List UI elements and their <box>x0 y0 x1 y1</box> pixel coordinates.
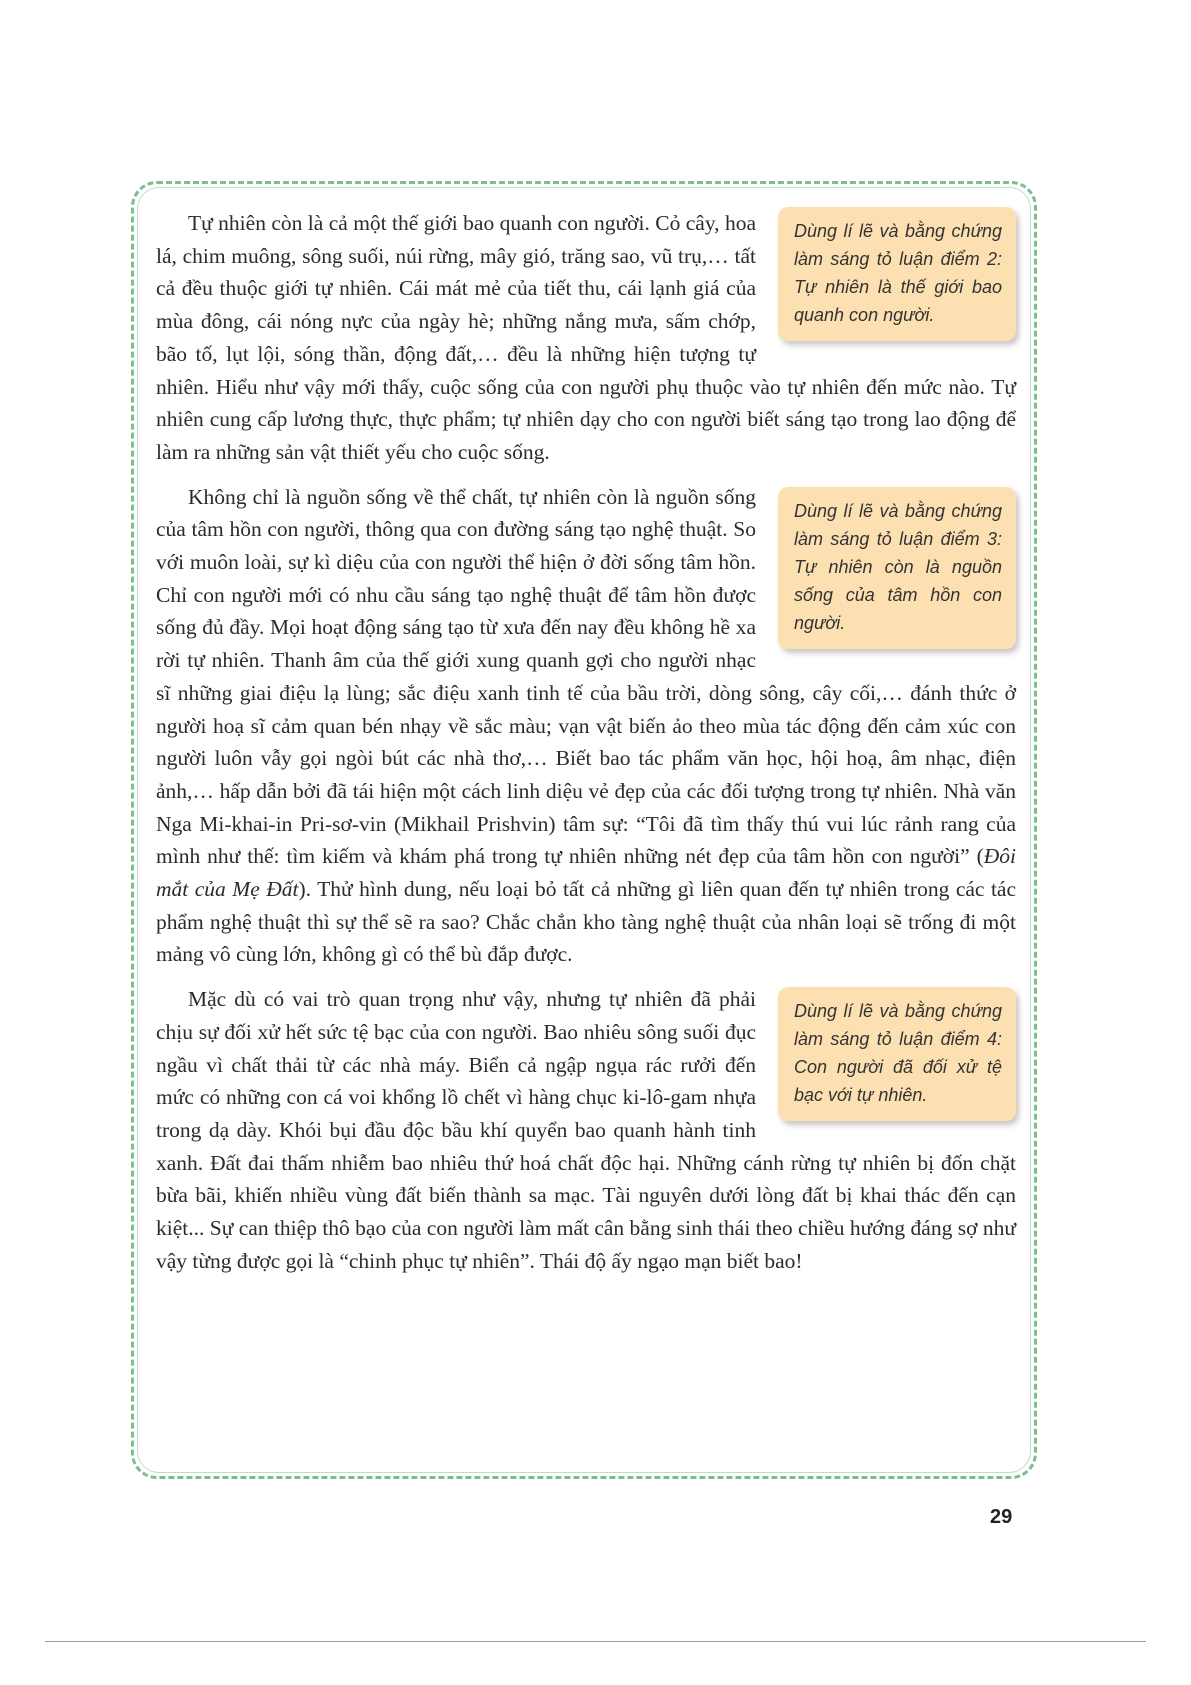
section-argument-4 <box>156 983 1016 1277</box>
paragraph-nature-world: Tự nhiên còn là cả một thế giới bao quanh con người. Cỏ cây, hoa lá, chim muông, sông suối, núi rừng, mây gió, trăng sao, vũ trụ,… tất cả đều thuộc giới tự nhiên. Cái mát mẻ của tiết thu, cái lạnh giá của mùa đông, cái nóng nực của ngày hè; những nắng mưa, sấm chớp, bão tố, lụt lội, sóng thần, động đất,… đều là những hiện tượng tự nhiên. Hiểu như vậy mới thấy, cuộc sống của con người phụ thuộc vào tự nhiên đến mức nào. Tự nhiên cung cấp lương thực, thực phẩm; tự nhiên dạy cho con người biết sáng tạo trong lao động để làm ra những sản vật thiết yếu cho cuộc sống. <box>156 211 1016 464</box>
book-citation: Đôi mắt của Mẹ Đất <box>156 844 1016 902</box>
paragraph-text-after-citation: ). Thử hình dung, nếu loại bỏ tất cả những gì liên quan đến tự nhiên trong các tác phẩm nghệ thuật thì sự thể sẽ ra sao? Chắc chắn kho tàng nghệ thuật của nhân loại sẽ trống đi một mảng vô cùng lớn, không gì có thể bù đắp được. <box>156 877 1016 967</box>
margin-note-argument-3: Dùng lí lẽ và bằng chứng làm sáng tỏ luận điểm 3: Tự nhiên còn là nguồn sống của tâm hồn con người. <box>778 487 1016 649</box>
page-number: 29 <box>990 1506 1013 1528</box>
paragraph-text-before-citation: Không chỉ là nguồn sống về thể chất, tự nhiên còn là nguồn sống của tâm hồn con người, thông qua con đường sáng tạo nghệ thuật. So với muôn loài, sự kì diệu của con người thể hiện ở đời sống tâm hồn. Chỉ con người mới có nhu cầu sáng tạo nghệ thuật để tâm hồn được sống đủ đầy. Mọi hoạt động sáng tạo từ xưa đến nay đều không hề xa rời tự nhiên. Thanh âm của thế giới xung quanh gợi cho người nhạc sĩ những giai điệu lạ lùng; sắc điệu xanh tinh tế của bầu trời, dòng sông, cây cối,… đánh thức ở người hoạ sĩ cảm quan bén nhạy về sắc màu; vạn vật biến ảo theo mùa tác động đến cảm xúc con người luôn vẫy gọi ngòi bút các nhà thơ,… Biết bao tác phẩm văn học, hội hoạ, âm nhạc, điện ảnh,… hấp dẫn bởi đã tái hiện một cách linh diệu vẻ đẹp của các đối tượng trong tự nhiên. Nhà văn Nga Mi-khai-in Pri-sơ-vin (Mikhail Prishvin) tâm sự: “Tôi đã tìm thấy thú vui lúc rảnh rang của mình như thế: tìm kiếm và khám phá trong tự nhiên những nét đẹp của tâm hồn con người” ( <box>156 484 1016 869</box>
page-content <box>156 207 1016 1290</box>
section-argument-2 <box>156 207 1016 469</box>
margin-note-argument-2: Dùng lí lẽ và bằng chứng làm sáng tỏ luận điểm 2: Tự nhiên là thế giới bao quanh con người. <box>778 207 1016 341</box>
paragraph-mistreatment: Mặc dù có vai trò quan trọng như vậy, nhưng tự nhiên đã phải chịu sự đối xử hết sức tệ bạc của con người. Bao nhiêu sông suối đục ngầu vì chất thải từ các nhà máy. Biển cả ngập ngụa rác rưởi đến mức có những con cá voi khổng lồ chết vì hàng chục ki-lô-gam nhựa trong dạ dày. Khói bụi đầu độc bầu khí quyển bao quanh hành tinh xanh. Đất đai thấm nhiễm bao nhiêu thứ hoá chất độc hại. Những cánh rừng tự nhiên bị đốn chặt bừa bãi, khiến nhiều vùng đất biến thành sa mạc. Tài nguyên dưới lòng đất bị khai thác đến cạn kiệt... Sự can thiệp thô bạo của con người làm mất cân bằng sinh thái theo chiều hướng đáng sợ như vậy từng được gọi là “chinh phục tự nhiên”. Thái độ ấy ngạo mạn biết bao! <box>156 987 1016 1273</box>
bottom-divider <box>45 1641 1146 1642</box>
margin-note-argument-4: Dùng lí lẽ và bằng chứng làm sáng tỏ luận điểm 4: Con người đã đối xử tệ bạc với tự nhiên. <box>778 987 1016 1121</box>
section-argument-3 <box>156 481 1016 972</box>
